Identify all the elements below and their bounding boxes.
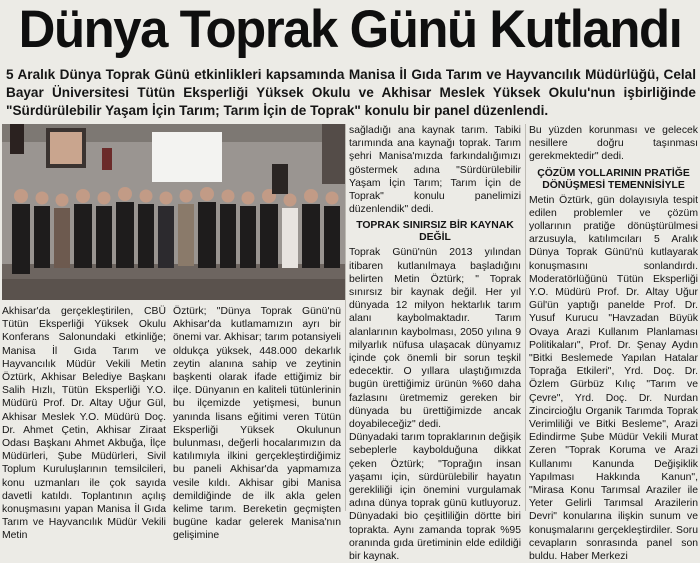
article-paragraph: Metin Öztürk, gün dolayısıyla tespit edilen problemler ve çözüm yollarının pratiğe dönüştürülmesi arzusuyla, katılımcıları 5 Aralık Dünya Toprak Günü'nü kutlayarak konuşmasını sonlandırdı. Moderatörlüğünü Tütün Eksperliği Y.O. Müdürü Prof. Dr. Altay Uğur Gül'ün yaptığı panelde Prof. Dr. Yusuf Kurucu "Havzadan Büyük Ovaya Arazi Kullanım Planlaması Politikaları", Prof. Dr. Şenay Aydın "Bitki Beslemede Yapılan Hatalar Toprağa Etkileri", Yrd. Doç. Dr. Özlem Gürbüz Kılıç "Tarım ve Çevre", Yrd. Doç. Dr. Nurdan Zincircioğlu Organik Tarımda Toprak Verimliliği ve Bitki Besleme", Arazi Edindirme Şube Müdür Vekili Murat Zeren "Toprak Koruma ve Arazi Kullanımı Kanunda Değişiklik Yapılması Hakkında Kanun", "Mirasa Konu Tarımsal Araziler ile Yeter Gelirli Tarımsal Arazilerin Devri" konularına ilişkin sunum ve konuşmalarını gerçekleştirdiler. Soru cevapların sonrasında panel son buldu. Haber Merkezi (529, 194, 698, 563)
article-paragraph: Öztürk; "Dünya Toprak Günü'nü Akhisar'da kutlamamızın ayrı bir önemi var. Akhisar; tarım potansiyeli oldukça yüksek, 448.000 dekarlık zeytin alanına sahip ve zeytinin başkenti olarak ifade ettiğimiz bir ilçe. Dünyanın en kaliteli tütünlerinin bu ilçemizde yetişmesi, bunun yanında lisans eğitimi veren Tütün Eksperliği Yüksek Okulunun bulunması, değerli hocalarımızın da katılımıyla ilkini gerçekleştirdiğimiz bu paneli Akhisar'da yapmamıza vesile kıldı. Akhisar gibi Manisa demildiğinde de ilk akla gelen kelime tarım. Bereketin geçmişten bugüne kadar gelerek Manisa'nın gelişimine (173, 306, 341, 542)
section-subheading: ÇÖZÜM YOLLARININ PRATİĞE DÖNÜŞMESİ TEMENNİSİYLE (537, 167, 690, 191)
section-subheading: TOPRAK SINIRSIZ BİR KAYNAK DEĞİL (356, 220, 514, 244)
article-paragraph: Toprak Günü'nün 2013 yılından itibaren kutlanılmaya başladığını belirten Metin Öztürk; " Toprak sınırsız bir kaynak değil. Her yıl dünyada 12 milyon hektarlık tarım alanı kaybolmaktadır. Tarım alanlarının kaybolması, 2050 yılına 9 milyarlık nüfusa ulaşacak dünyamız içinde çok önemli bir sorun teşkil edecektir. O yıllara ulaştığımızda bugün ürettiğimiz ürünün %60 daha fazlasını üretmemiz gereken bir dünyada bu ürettiğimizde ancak doyabileceğiz" dedi. (349, 247, 521, 431)
column-divider (525, 124, 526, 511)
article-column-3 (349, 124, 521, 563)
article-headline: Dünya Toprak Günü Kutlandı (18, 0, 682, 59)
group-photo (2, 124, 345, 300)
article-paragraph: Dünyadaki tarım topraklarının değişik sebeplerle kaybolduğuna dikkat çeken Öztürk; "Toprağın insan yaşamı için, sürdürülebilir hayatın gerekliliği için önemini vurgulamak adına dünya toprak günü kutluyoruz. Dünyadaki bio çeşitliliğin dörtte biri toprakta. Aynı zamanda toprak %95 oranında gıda üretiminin elde edildiği bir kaynak. (349, 432, 521, 563)
article-column-1 (2, 305, 166, 542)
article-column-2 (173, 305, 341, 542)
article-lead: 5 Aralık Dünya Toprak Günü etkinlikleri kapsamında Manisa İl Gıda Tarım ve Hayvancılık Müdürlüğü, Celal Bayar Üniversitesi Tütün Eksperliği Yüksek Okulu ve Akhisar Meslek Yüksek Okulu'nun işbirliğinde "Sürdürülebilir Yaşam İçin Tarım; Tarım İçin de Toprak" konulu bir panel düzenlendi. (6, 67, 696, 118)
article-paragraph: sağladığı ana kaynak tarım. Tabiki tarımında ana kaynağı toprak. Tarım şehri Manisa'mızda farkındalığımızı göstermek adına "Sürdürülebilir Yaşam İçin Tarım; Tarım İçin de Toprak" konulu panelimizi düzenlendik" dedi. (349, 125, 521, 216)
article-column-4 (529, 124, 698, 563)
article-paragraph: Akhisar'da gerçekleştirilen, CBÜ Tütün Eksperliği Yüksek Okulu Konferans Salonundaki etkinliğe; Manisa İl Gıda Tarım ve Hayvancılık Müdür Vekili Metin Öztürk, Akhisar Belediye Başkanı Salih Hızlı, Tütün Eksperliği Y.O. Müdürü Prof. Dr. Altay Uğur Gül, Akhisar Meslek Y.O. Müdürü Doç. Dr. Ahmet Çetin, Akhisar Ziraat Odası Başkanı Ahmet Akbuğa, İlçe Müdürleri, Şube Müdürleri, Sivil Toplum Kuruluşlarının temsilcileri, konu uzmanları ile çok sayıda davetli katıldı. Toplantının açılış konuşmasını yapan Manisa İl Gıda Tarım ve Hayvancılık Müdür Vekili Metin (2, 306, 166, 542)
group-photo-illustration (2, 124, 345, 300)
article-paragraph: Bu yüzden korunması ve gelecek nesillere doğru taşınması gerekmektedir" dedi. (529, 125, 698, 163)
column-divider (345, 124, 346, 511)
